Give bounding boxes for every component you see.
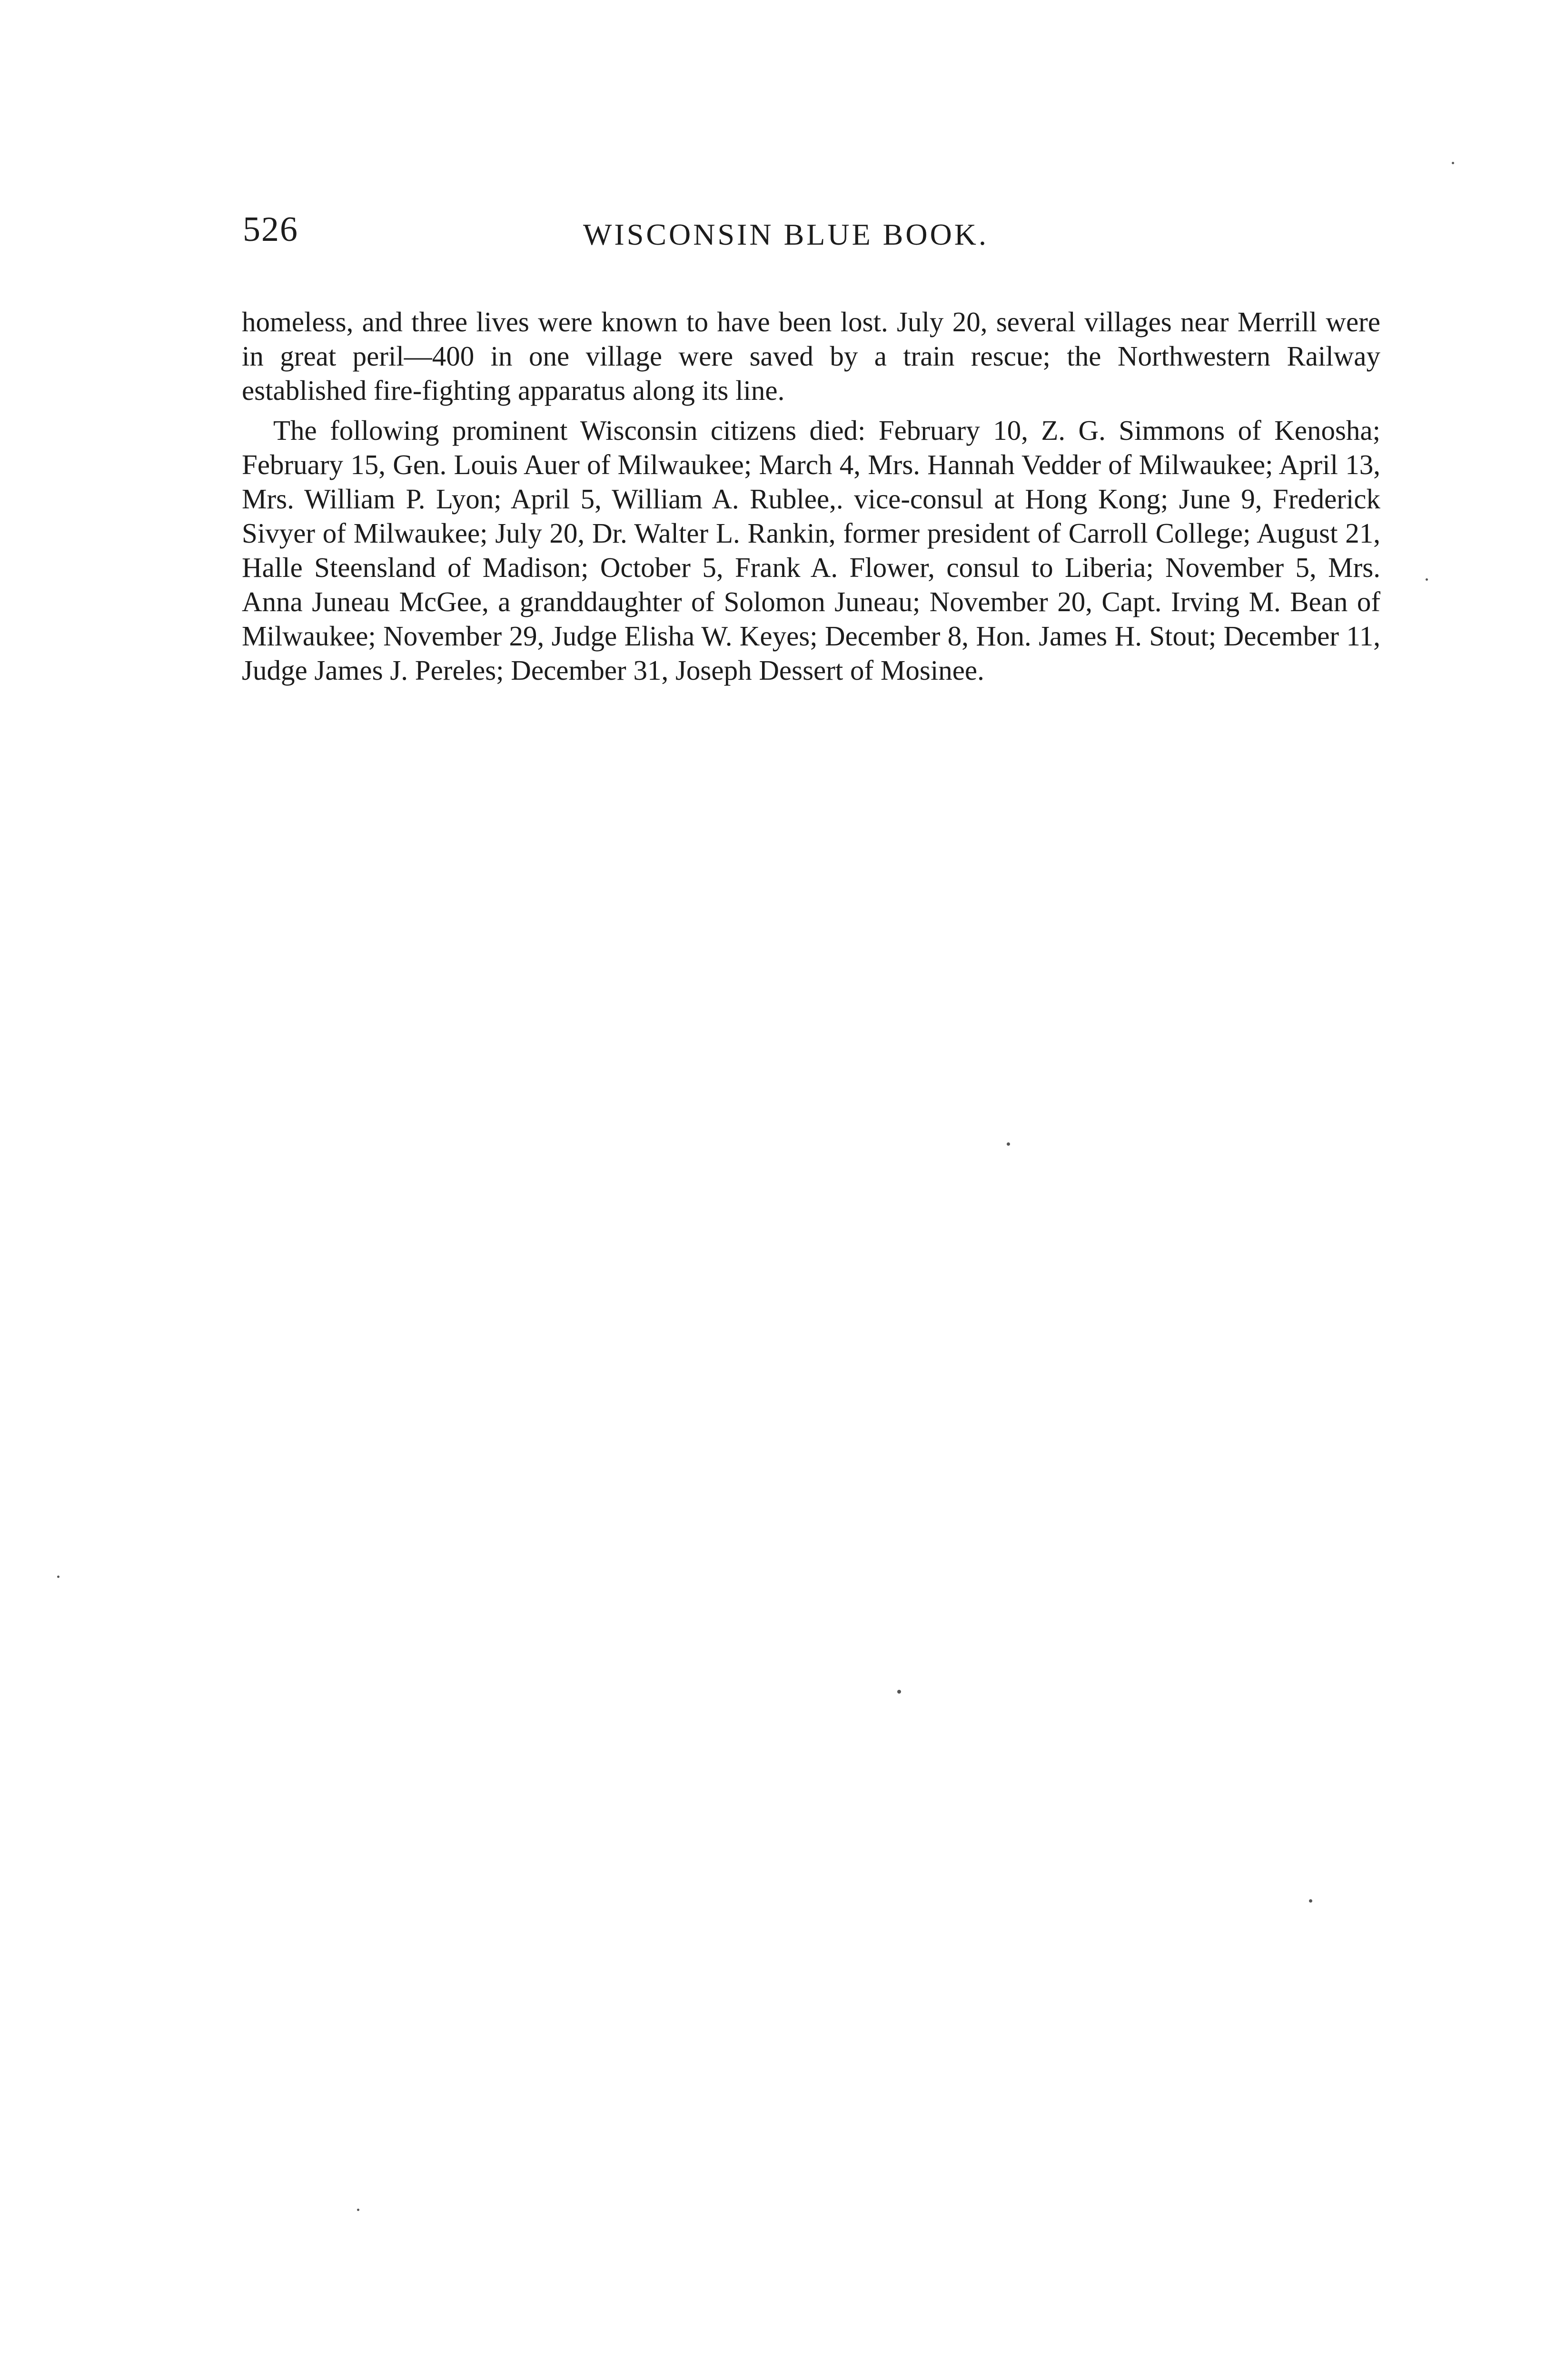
scan-speck xyxy=(897,1690,901,1694)
paragraph-obituaries: The following prominent Wisconsin citizens died: February 10, Z. G. Simmons of Kenosha; February 15, Gen. Louis Auer of Milwaukee; March 4, Mrs. Hannah Vedder of Milwaukee; April 13, Mrs. William P. Lyon; April 5, William A. Rublee,. vice-consul at Hong Kong; June 9, Frederick Sivyer of Milwaukee; July 20, Dr. Walter L. Rankin, former president of Carroll College; August 21, Halle Steensland of Madison; October 5, Frank A. Flower, consul to Liberia; November 5, Mrs. Anna Juneau McGee, a granddaughter of Solomon Juneau; November 20, Capt. Irving M. Bean of Milwaukee; November 29, Judge Elisha W. Keyes; December 8, Hon. James H. Stout; December 11, Judge James J. Pereles; December 31, Joseph Dessert of Mosinee. xyxy=(242,415,1380,686)
running-head xyxy=(243,209,1385,262)
running-title: WISCONSIN BLUE BOOK. xyxy=(583,218,989,251)
paragraph-continuation: homeless, and three lives were known to have been lost. July 20, several villages near Merrill were in great peril—400 in one village were saved by a train rescue; the Northwestern Railway established fire-fighting apparatus along its line. xyxy=(242,306,1380,406)
scan-speck xyxy=(357,2209,359,2211)
body-text xyxy=(242,305,1380,687)
scan-speck xyxy=(1426,578,1428,581)
page-number: 526 xyxy=(243,210,298,249)
scan-speck xyxy=(1007,1142,1010,1146)
scan-speck xyxy=(1309,1899,1312,1903)
scan-speck xyxy=(57,1576,59,1578)
scan-speck xyxy=(1452,162,1454,164)
